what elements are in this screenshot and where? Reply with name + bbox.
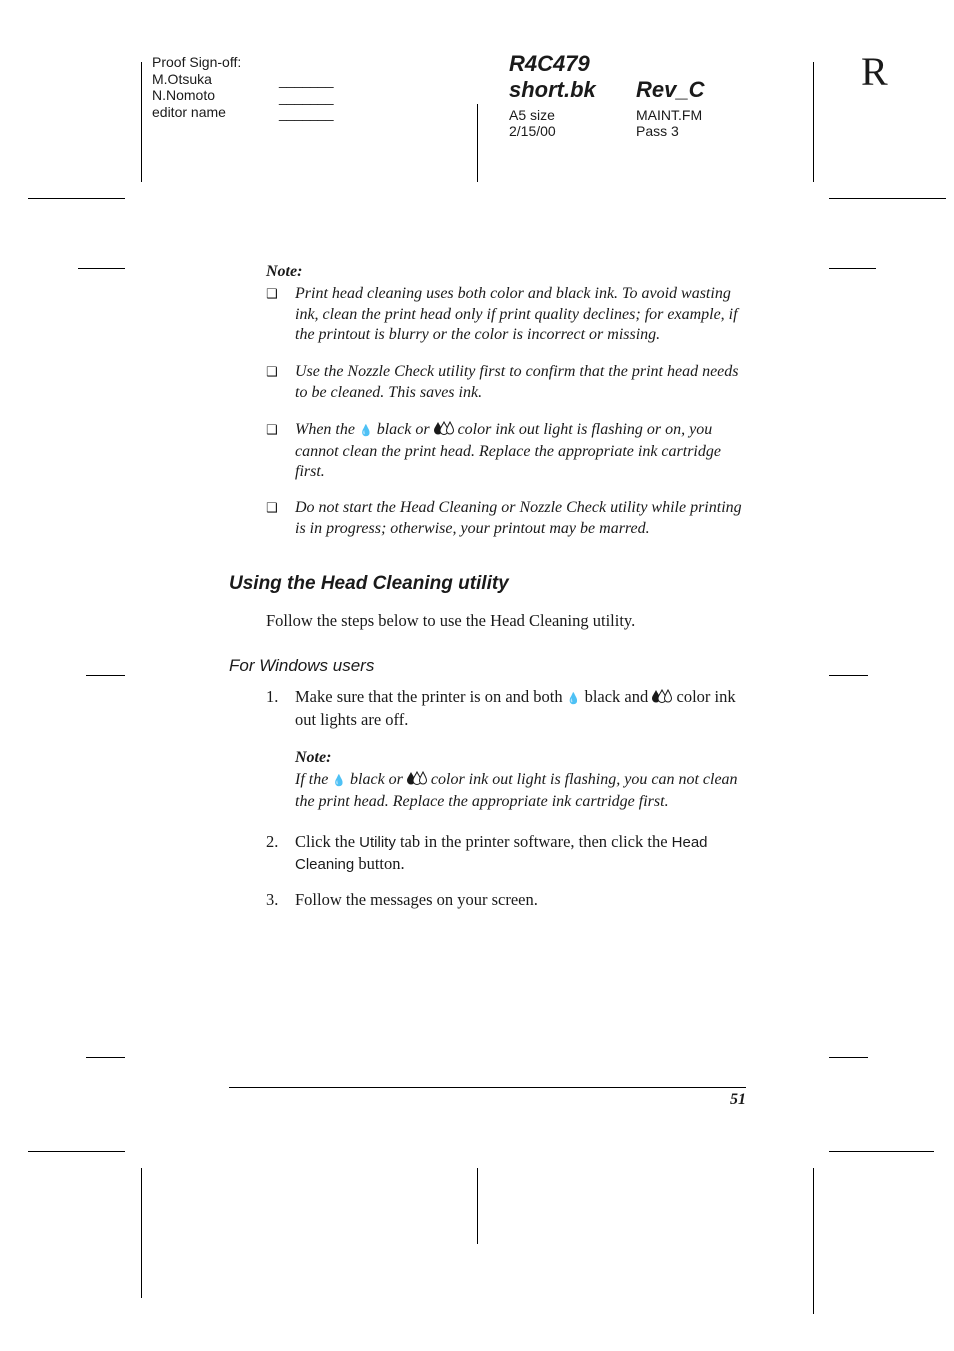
file-name: MAINT.FM <box>636 107 703 123</box>
signoff-blank: _______ <box>279 88 334 105</box>
signoff-name-1: M.Otsuka <box>152 70 212 87</box>
utility-tab-label: Utility <box>359 834 396 851</box>
checkbox-bullet-icon: ❑ <box>266 365 278 380</box>
crop-mark <box>813 62 814 182</box>
black-ink-drop-icon: 💧 <box>332 775 347 787</box>
note-title: Note: <box>266 263 303 280</box>
pass-number: Pass 3 <box>636 123 679 139</box>
crop-mark <box>141 1168 142 1298</box>
color-ink-drops-icon <box>434 421 454 435</box>
signoff-blank: _______ <box>279 105 334 121</box>
crop-mark <box>28 1151 125 1152</box>
crop-mark <box>28 198 125 199</box>
step-3-text: Follow the messages on your screen. <box>295 890 538 909</box>
crop-mark <box>829 675 868 676</box>
proof-date: 2/15/00 <box>509 123 556 139</box>
crop-mark <box>829 1057 868 1058</box>
step-number: 2. <box>266 832 279 851</box>
step-1-text: Make sure that the printer is on and both 💧 black and color ink out lights are off. <box>295 687 736 729</box>
crop-mark <box>86 675 125 676</box>
page-number: 51 <box>730 1091 746 1108</box>
proof-signoff-block <box>152 54 241 120</box>
corner-letter: R <box>861 49 888 94</box>
page-size: A5 size <box>509 107 555 123</box>
step-number: 3. <box>266 890 279 909</box>
signoff-name-2: N.Nomoto <box>152 87 216 103</box>
crop-mark <box>477 104 478 182</box>
step-number: 1. <box>266 687 279 706</box>
black-ink-drop-icon: 💧 <box>358 425 373 437</box>
revision: Rev_C <box>636 77 705 102</box>
step-note-text: If the 💧 black or color ink out light is flashing, you can not clean the print head. Replace the appropriate ink cartridge first. <box>295 771 738 810</box>
proof-signoff-label: Proof Sign-off: <box>152 54 242 70</box>
signoff-blank: _______ <box>279 72 334 88</box>
crop-mark <box>86 1057 125 1058</box>
book-name: short.bk <box>509 77 596 102</box>
checkbox-bullet-icon: ❑ <box>266 501 278 516</box>
crop-mark <box>813 1168 814 1314</box>
color-ink-drops-icon <box>407 771 427 785</box>
checkbox-bullet-icon: ❑ <box>266 287 278 302</box>
subsection-heading: For Windows users <box>229 656 375 675</box>
crop-mark <box>78 268 125 269</box>
book-code: R4C479 <box>509 51 590 76</box>
crop-mark <box>829 268 876 269</box>
note-item-4: Do not start the Head Cleaning or Nozzle Check utility while printing is in progress; otherwise, your printout may be marred. <box>295 499 742 537</box>
crop-mark <box>141 62 142 182</box>
head-cleaning-button-label: Head Cleaning <box>295 834 708 873</box>
crop-mark <box>477 1168 478 1244</box>
footer-rule <box>229 1087 746 1088</box>
signoff-name-3: editor name <box>152 103 226 120</box>
signoff-blanks <box>279 72 334 122</box>
black-ink-drop-icon: 💧 <box>566 693 581 705</box>
note-item-3: When the 💧 black or color ink out light is flashing or on, you cannot clean the print head. Replace the appropriate ink cartridge first. <box>295 421 721 480</box>
color-ink-drops-icon <box>652 689 672 703</box>
crop-mark <box>829 1151 934 1152</box>
step-note-title: Note: <box>295 749 332 766</box>
crop-mark <box>829 198 946 199</box>
section-intro: Follow the steps below to use the Head Cleaning utility. <box>266 611 636 630</box>
section-heading: Using the Head Cleaning utility <box>229 573 509 594</box>
step-2-text: Click the Utility tab in the printer software, then click the Head Cleaning button. <box>295 832 708 873</box>
note-item-2: Use the Nozzle Check utility first to confirm that the print head needs to be cleaned. This saves ink. <box>295 363 739 401</box>
note-item-1: Print head cleaning uses both color and black ink. To avoid wasting ink, clean the print head only if print quality declines; for example, if the printout is blurry or the color is incorrect or missing. <box>295 285 738 343</box>
checkbox-bullet-icon: ❑ <box>266 423 278 438</box>
